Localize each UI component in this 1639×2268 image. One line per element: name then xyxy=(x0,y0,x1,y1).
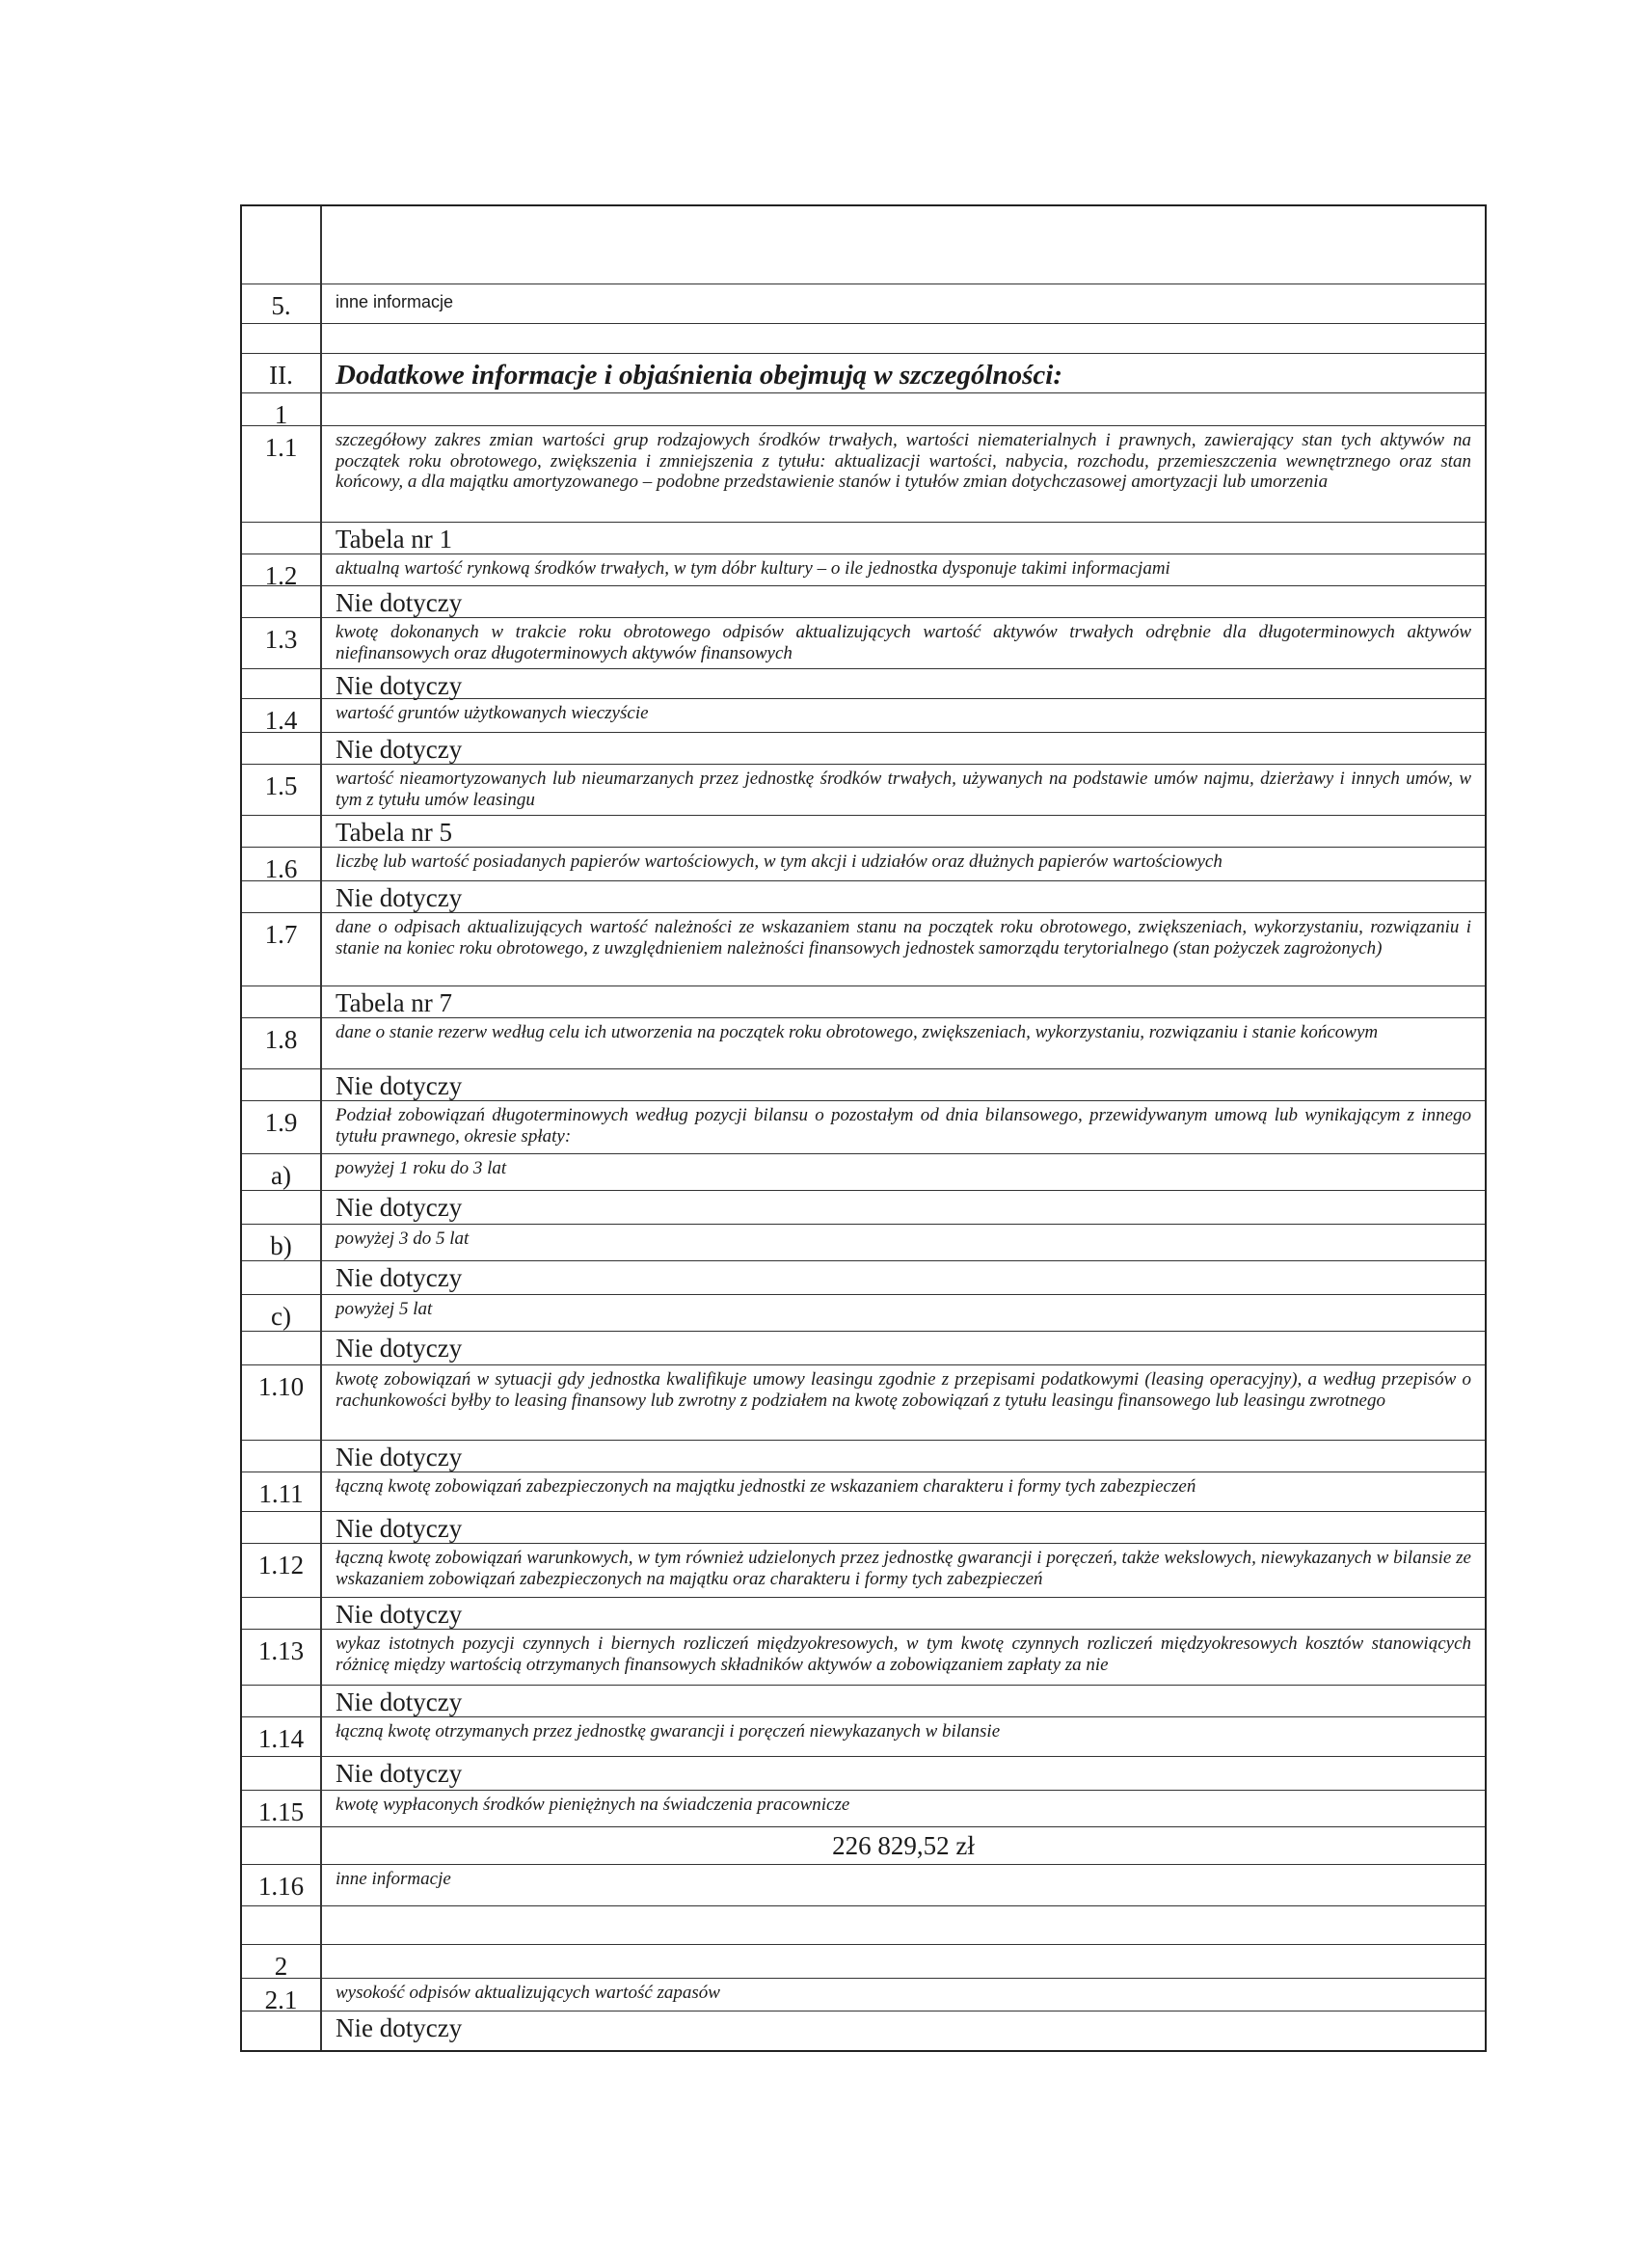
row-number: b) xyxy=(242,1225,322,1260)
row-answer: Nie dotyczy xyxy=(336,1759,463,1788)
row-answer: Tabela nr 1 xyxy=(336,525,453,554)
row-number: 1.15 xyxy=(242,1791,322,1826)
table-row-1-4 xyxy=(242,699,1485,733)
row-answer: Nie dotyczy xyxy=(336,1334,463,1363)
row-answer: Nie dotyczy xyxy=(336,1071,463,1100)
row-number xyxy=(242,881,322,912)
row-number xyxy=(242,1827,322,1864)
row-number xyxy=(242,669,322,698)
table-row-5 xyxy=(242,284,1485,324)
table-row-answer xyxy=(242,1332,1485,1365)
row-number xyxy=(242,1686,322,1716)
benefits-amount: 226 829,52 zł xyxy=(832,1831,975,1860)
row-label: wartość gruntów użytkowanych wieczyście xyxy=(336,703,649,723)
table-row-answer xyxy=(242,2012,1485,2050)
table-row-answer xyxy=(242,1191,1485,1225)
table-row-blank xyxy=(242,324,1485,354)
row-label: wykaz istotnych pozycji czynnych i biernych rozliczeń międzyokresowych, w tym kwotę czynnych rozliczeń międzyokresowych kosztów stanowiących różnicę między wartością otrzymanych finansowych składników aktywów a zobowiązaniem zapłaty za nie xyxy=(336,1634,1471,1675)
row-number: 2 xyxy=(242,1945,322,1978)
table-row-1-9 xyxy=(242,1101,1485,1154)
table-row-blank-top xyxy=(242,206,1485,284)
row-label: łączną kwotę zobowiązań zabezpieczonych na majątku jednostki ze wskazaniem charakteru i formy tych zabezpieczeń xyxy=(336,1476,1196,1497)
table-row-b xyxy=(242,1225,1485,1261)
row-answer: Nie dotyczy xyxy=(336,1193,463,1222)
table-row-1-10 xyxy=(242,1365,1485,1441)
row-label: powyżej 3 do 5 lat xyxy=(336,1228,470,1249)
row-answer: Nie dotyczy xyxy=(336,1443,463,1472)
table-row-answer xyxy=(242,1598,1485,1630)
row-number: 1.7 xyxy=(242,913,322,986)
row-number xyxy=(242,206,322,284)
row-label: wartość nieamortyzowanych lub nieumarzanych przez jednostkę środków trwałych, używanych na podstawie umów najmu, dzierżawy i innych umów, w tym z tytułu umów leasingu xyxy=(336,769,1471,810)
row-answer: Nie dotyczy xyxy=(336,1600,463,1629)
table-row-c xyxy=(242,1295,1485,1332)
row-answer: Nie dotyczy xyxy=(336,2013,463,2042)
row-number xyxy=(242,1332,322,1364)
row-answer: Nie dotyczy xyxy=(336,735,463,764)
row-label: wysokość odpisów aktualizujących wartość zapasów xyxy=(336,1983,720,2003)
table-row-2 xyxy=(242,1945,1485,1979)
table-row-1-6 xyxy=(242,848,1485,881)
row-number xyxy=(242,2012,322,2050)
row-number: 1.3 xyxy=(242,618,322,668)
row-number xyxy=(242,1757,322,1790)
row-answer: Nie dotyczy xyxy=(336,588,463,617)
table-row-blank xyxy=(242,1906,1485,1945)
row-number: 1.13 xyxy=(242,1630,322,1685)
row-number: 1.12 xyxy=(242,1544,322,1597)
table-row-1-8 xyxy=(242,1018,1485,1069)
row-number xyxy=(242,1906,322,1944)
section-heading: Dodatkowe informacje i objaśnienia obejmują w szczególności: xyxy=(336,360,1063,391)
table-row-1-13 xyxy=(242,1630,1485,1686)
row-answer: Nie dotyczy xyxy=(336,671,463,700)
row-number xyxy=(242,1261,322,1294)
table-row-answer xyxy=(242,523,1485,554)
table-row-1-2 xyxy=(242,554,1485,590)
table-row-answer xyxy=(242,881,1485,913)
row-answer: Tabela nr 7 xyxy=(336,988,453,1017)
row-number: 1.4 xyxy=(242,699,322,732)
row-text xyxy=(322,1906,1485,1944)
row-number: 1.9 xyxy=(242,1101,322,1153)
row-number xyxy=(242,324,322,353)
row-number: 1.6 xyxy=(242,848,322,880)
row-label: łączną kwotę otrzymanych przez jednostkę gwarancji i poręczeń niewykazanych w bilansie xyxy=(336,1721,1001,1742)
row-text xyxy=(322,1945,1485,1978)
row-label: łączną kwotę zobowiązań warunkowych, w tym również udzielonych przez jednostkę gwarancji i poręczeń, także wekslowych, niewykazanych w bilansie ze wskazaniem zobowiązań zabezpieczonych na majątku oraz charakteru i formy tych zabezpieczeń xyxy=(336,1548,1471,1589)
row-text xyxy=(322,206,1485,284)
row-number: 1.10 xyxy=(242,1365,322,1440)
row-number: 1 xyxy=(242,393,322,425)
row-answer: Nie dotyczy xyxy=(336,883,463,912)
table-row-1-14 xyxy=(242,1717,1485,1757)
table-row-answer xyxy=(242,586,1485,618)
table-row-answer xyxy=(242,733,1485,765)
row-number xyxy=(242,1441,322,1472)
table-row-1-15 xyxy=(242,1791,1485,1827)
row-label: kwotę zobowiązań w sytuacji gdy jednostka kwalifikuje umowy leasingu zgodnie z przepisami podatkowymi (leasing operacyjny), a według przepisów o rachunkowości byłby to leasing finansowy lub zwrotny z podziałem na kwotę zobowiązań z tytułu leasingu finansowego lub leasingu zwrotnego xyxy=(336,1369,1471,1411)
row-label: szczegółowy zakres zmian wartości grup rodzajowych środków trwałych, wartości niematerialnych i prawnych, zawierający stan tych aktywów na początek roku obrotowego, zwiększenia i zmniejszenia z tytułu: aktualizacji wartości, nabycia, rozchodu, przemieszczenia wewnętrznego oraz stan końcowy, a dla majątku amortyzowanego – podobne przedstawienie stanów i tytułów zmian dotychczasowej amortyzacji lub umorzenia xyxy=(336,430,1471,493)
row-label: inne informacje xyxy=(336,292,454,311)
row-number: 1.14 xyxy=(242,1717,322,1756)
row-label: Podział zobowiązań długoterminowych według pozycji bilansu o pozostałym od dnia bilansowego, przewidywanym umową lub wynikającym z innego tytułu prawnego, okresie spłaty: xyxy=(336,1105,1471,1147)
row-number xyxy=(242,1069,322,1100)
row-label: powyżej 1 roku do 3 lat xyxy=(336,1158,507,1178)
row-label: dane o odpisach aktualizujących wartość należności ze wskazaniem stanu na początek roku obrotowego, zwiększeniach, wykorzystaniu, rozwiązaniu i stanie na koniec roku obrotowego, z uwzględnieniem należności finansowych jednostek samorządu terytorialnego (stan pożyczek zagrożonych) xyxy=(336,917,1471,958)
row-number: a) xyxy=(242,1154,322,1190)
row-label: aktualną wartość rynkową środków trwałych, w tym dóbr kultury – o ile jednostka dysponuje takimi informacjami xyxy=(336,558,1170,579)
row-number: 1.1 xyxy=(242,426,322,522)
row-answer: Tabela nr 5 xyxy=(336,818,453,847)
row-label: kwotę dokonanych w trakcie roku obrotowego odpisów aktualizujących wartość aktywów trwałych odrębnie dla długoterminowych aktywów niefinansowych oraz długoterminowych aktywów finansowych xyxy=(336,622,1471,663)
table-row-1-1 xyxy=(242,426,1485,523)
row-number xyxy=(242,1191,322,1224)
row-label: inne informacje xyxy=(336,1869,451,1889)
row-label: dane o stanie rezerw według celu ich utworzenia na początek roku obrotowego, zwiększeniach, wykorzystaniu, rozwiązaniu i stanie końcowym xyxy=(336,1022,1379,1042)
row-number: 5. xyxy=(242,284,322,323)
table-row-answer xyxy=(242,669,1485,699)
row-number xyxy=(242,986,322,1017)
row-label: kwotę wypłaconych środków pieniężnych na świadczenia pracownicze xyxy=(336,1795,850,1815)
table-row-1-5 xyxy=(242,765,1485,816)
row-number: 1.8 xyxy=(242,1018,322,1068)
row-number xyxy=(242,816,322,847)
table-row-answer xyxy=(242,986,1485,1018)
row-number: 1.16 xyxy=(242,1865,322,1905)
table-row-answer xyxy=(242,1261,1485,1295)
row-number xyxy=(242,523,322,554)
table-row-1-7 xyxy=(242,913,1485,986)
row-number: 2.1 xyxy=(242,1979,322,2011)
row-answer: Nie dotyczy xyxy=(336,1688,463,1716)
row-number: 1.2 xyxy=(242,554,322,585)
row-answer: Nie dotyczy xyxy=(336,1514,463,1543)
table-row-1-16 xyxy=(242,1865,1485,1906)
table-row-1-11 xyxy=(242,1472,1485,1512)
row-number: 1.11 xyxy=(242,1472,322,1511)
table-row-answer xyxy=(242,816,1485,848)
row-text xyxy=(322,324,1485,353)
table-row-amount xyxy=(242,1827,1485,1865)
table-row-answer xyxy=(242,1069,1485,1101)
row-label: liczbę lub wartość posiadanych papierów wartościowych, w tym akcji i udziałów oraz dłużnych papierów wartościowych xyxy=(336,851,1223,872)
row-answer: Nie dotyczy xyxy=(336,1263,463,1292)
table-row-answer xyxy=(242,1686,1485,1717)
table-row-answer xyxy=(242,1512,1485,1544)
row-number: c) xyxy=(242,1295,322,1331)
table-row-section-II xyxy=(242,354,1485,393)
row-number xyxy=(242,1598,322,1629)
table-row-1-12 xyxy=(242,1544,1485,1598)
table-row-a xyxy=(242,1154,1485,1191)
row-text xyxy=(322,393,1485,425)
table-row-1 xyxy=(242,393,1485,429)
table-row-1-3 xyxy=(242,618,1485,669)
row-number xyxy=(242,733,322,764)
table-row-2-1 xyxy=(242,1979,1485,2012)
row-number: 1.5 xyxy=(242,765,322,815)
row-number xyxy=(242,586,322,617)
table-row-answer xyxy=(242,1757,1485,1791)
notes-table xyxy=(240,204,1487,2052)
row-number: II. xyxy=(242,354,322,392)
row-number xyxy=(242,1512,322,1543)
row-label: powyżej 5 lat xyxy=(336,1299,433,1319)
table-row-answer xyxy=(242,1441,1485,1472)
